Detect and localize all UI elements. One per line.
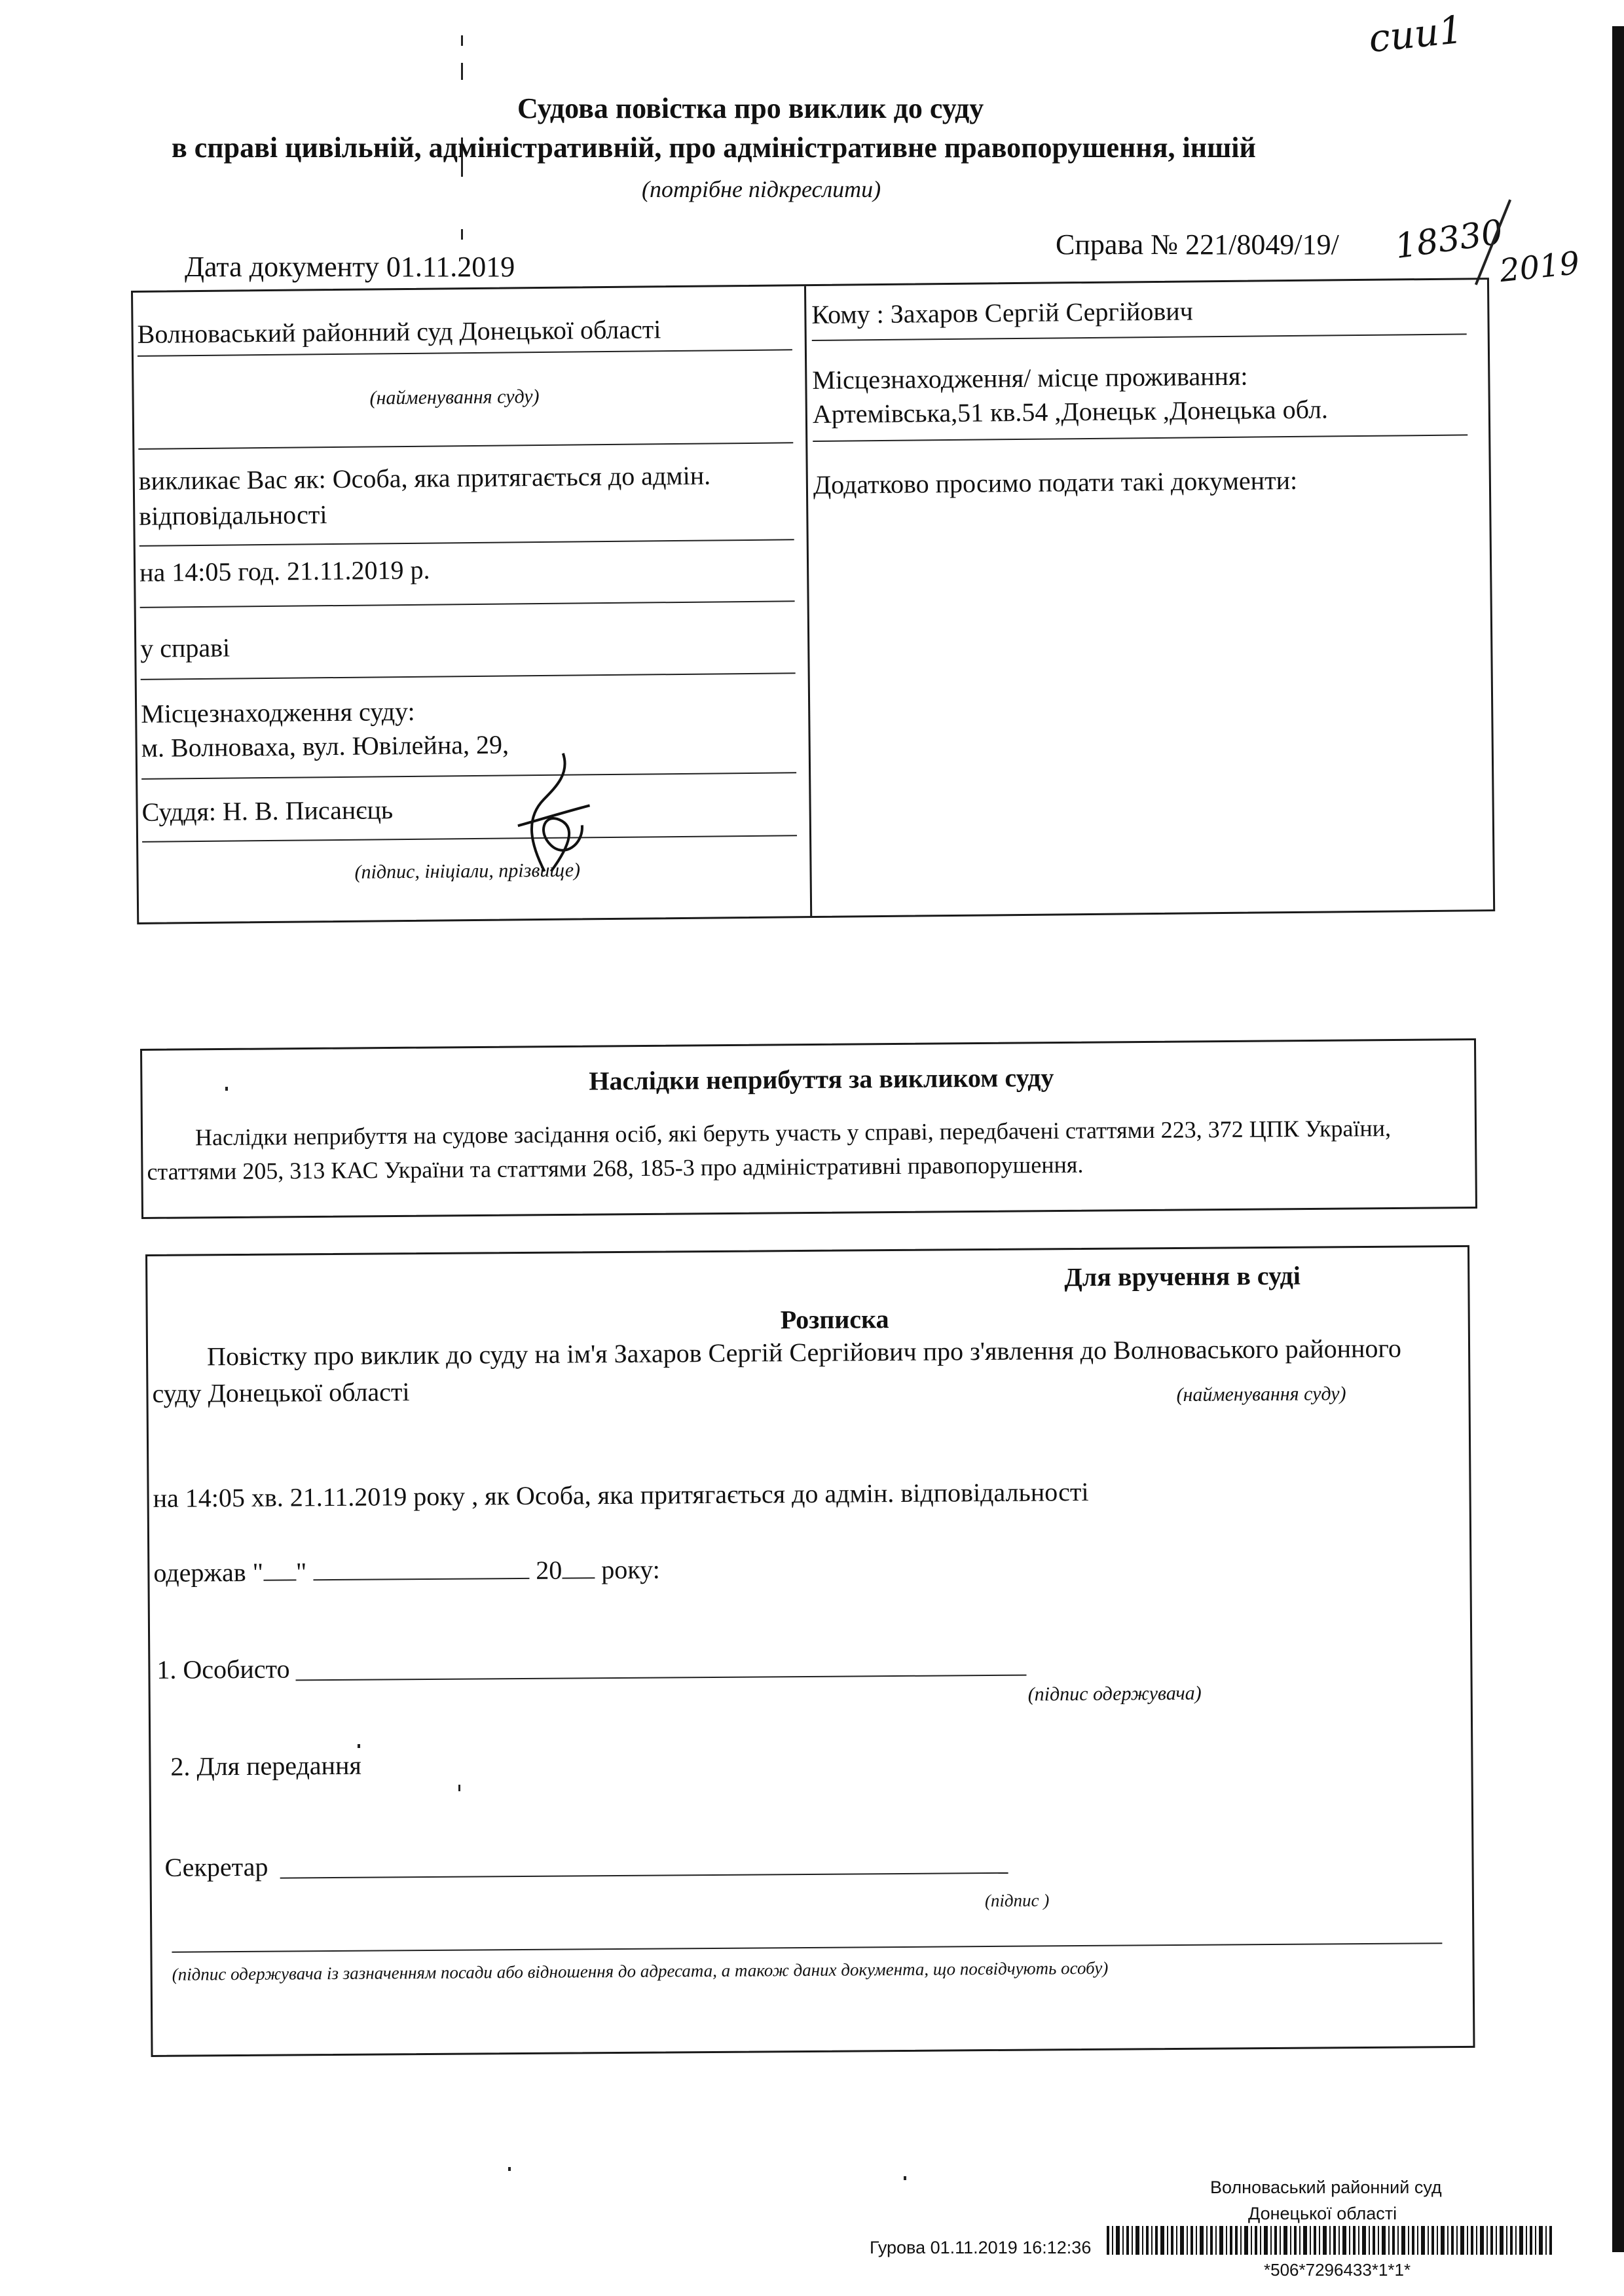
summoned-as [139, 460, 711, 496]
underline [142, 835, 797, 843]
court-location-value: м. Волноваха, вул. Ювілейна, 29, [141, 729, 509, 763]
footer-court-line2: Донецької області [1248, 2204, 1397, 2223]
document-date [185, 250, 515, 283]
underline [140, 600, 795, 608]
court-caption: (найменування суду) [369, 386, 540, 409]
judge-name: Суддя: Н. В. Писанєць [141, 795, 394, 827]
residence-label: Місцезнаходження/ місце проживання: [812, 361, 1248, 395]
document-title-note: (потрібне підкреслити) [642, 176, 881, 202]
summoned-as-line2: відповідальності [139, 500, 327, 531]
for-court-label: Для вручення в суді [1064, 1260, 1301, 1292]
scan-mark [225, 1087, 228, 1091]
case-handwritten-number: 18330 [1392, 212, 1505, 267]
year-blank[interactable] [562, 1558, 595, 1578]
barcode [1107, 2226, 1578, 2255]
receipt-court-caption: (найменування суду) [1176, 1383, 1346, 1406]
case-number [1056, 228, 1339, 261]
summoned-as-label: викликає Вас як: [138, 464, 326, 496]
receipt-title: Розписка [780, 1304, 889, 1335]
secretary-label: Секретар [164, 1851, 268, 1882]
underline [812, 333, 1467, 341]
residence-value: Артемівська,51 кв.54 ,Донецьк ,Донецька обл. [812, 394, 1329, 429]
court-name: Волноваський районний суд Донецької області [137, 314, 661, 349]
receipt-line1: Повістку про виклик до суду на ім'я Захаров Сергій Сергійович про з'явлення до Волноваського районного [206, 1333, 1402, 1372]
received-suffix: року: [601, 1554, 660, 1585]
personally-signature-line[interactable] [296, 1675, 1027, 1681]
judge-signature [504, 746, 597, 878]
received-prefix: одержав " [153, 1557, 264, 1588]
footer-stamp: Гурова 01.11.2019 16:12:36 [870, 2238, 1092, 2257]
receipt-box [145, 1245, 1475, 2057]
personally-label: 1. Особисто [157, 1654, 290, 1685]
underline [139, 539, 794, 547]
recipient-name: Кому : Захаров Сергій Сергійович [811, 296, 1193, 330]
footer-court-line1: Волноваський районний суд [1210, 2178, 1442, 2197]
date-label: Дата документу [185, 251, 379, 283]
scan-mark [358, 1744, 360, 1748]
received-year: 20 [536, 1555, 563, 1585]
scan-mark [461, 229, 463, 240]
barcode-number: *506*7296433*1*1* [1264, 2260, 1411, 2280]
scan-edge [1612, 26, 1624, 2252]
document-title-line1: Судова повістка про виклик до суду [517, 92, 984, 124]
scan-mark [458, 1785, 460, 1791]
receipt-line2: суду Донецької області [152, 1377, 410, 1408]
recipient-sign-caption: (підпис одержувача) [1027, 1682, 1202, 1705]
case-handwritten-year: 2019 [1498, 244, 1581, 290]
column-divider [804, 286, 812, 916]
document-title-line2: в справі цивільній, адміністративній, про адміністративне правопорушення, іншій [172, 132, 1256, 164]
court-location-label: Місцезнаходження суду: [140, 696, 415, 729]
underline [138, 349, 792, 357]
underline [138, 442, 793, 450]
scan-mark [904, 2176, 906, 2180]
recipient-details-caption: (підпис одержувача із зазначенням посади або відношення до адресата, а також даних документа, що посвідчують особу) [172, 1958, 1109, 1984]
underline [141, 772, 796, 780]
underline [813, 434, 1467, 442]
scan-mark [461, 35, 463, 46]
consequences-text-line2: статтями 205, 313 КАС України та статтями 268, 185-3 про адміністративні правопорушення. [147, 1151, 1084, 1185]
transfer-label: 2. Для передання [170, 1750, 361, 1781]
recipient-details-line[interactable] [172, 1942, 1442, 1953]
underline [141, 672, 796, 680]
case-text: у справі [140, 632, 231, 663]
case-label: Справа № [1056, 228, 1179, 261]
consequences-title: Наслідки неприбуття за викликом суду [589, 1063, 1054, 1096]
signature-caption: (підпис, ініціали, прізвище) [354, 859, 581, 883]
scan-mark [461, 63, 463, 80]
secretary-sign-caption: (підпис ) [984, 1890, 1050, 1911]
summoned-as-value: Особа, яка притягається до адмін. [332, 460, 711, 494]
secretary-signature-line[interactable] [280, 1872, 1008, 1879]
extra-documents: Додатково просимо подати такі документи: [813, 465, 1298, 500]
consequences-text-line1: Наслідки неприбуття на судове засідання осіб, які беруть участь у справі, передбачені статтями 223, 372 ЦПК України, [194, 1115, 1392, 1151]
date-value: 01.11.2019 [386, 251, 515, 283]
summons-box [131, 278, 1495, 924]
hearing-time: на 14:05 год. 21.11.2019 р. [139, 555, 430, 587]
scan-mark [508, 2167, 511, 2171]
receipt-line3: на 14:05 хв. 21.11.2019 року , як Особа, яка притягається до адмін. відповідальності [153, 1476, 1089, 1513]
day-blank[interactable] [263, 1559, 296, 1580]
received-mid: " [295, 1557, 307, 1587]
consequences-box [140, 1038, 1477, 1219]
handwritten-mark: сии1 [1366, 7, 1466, 62]
received-line [153, 1554, 660, 1588]
month-blank[interactable] [313, 1558, 529, 1580]
case-value: 221/8049/19/ [1185, 228, 1339, 261]
